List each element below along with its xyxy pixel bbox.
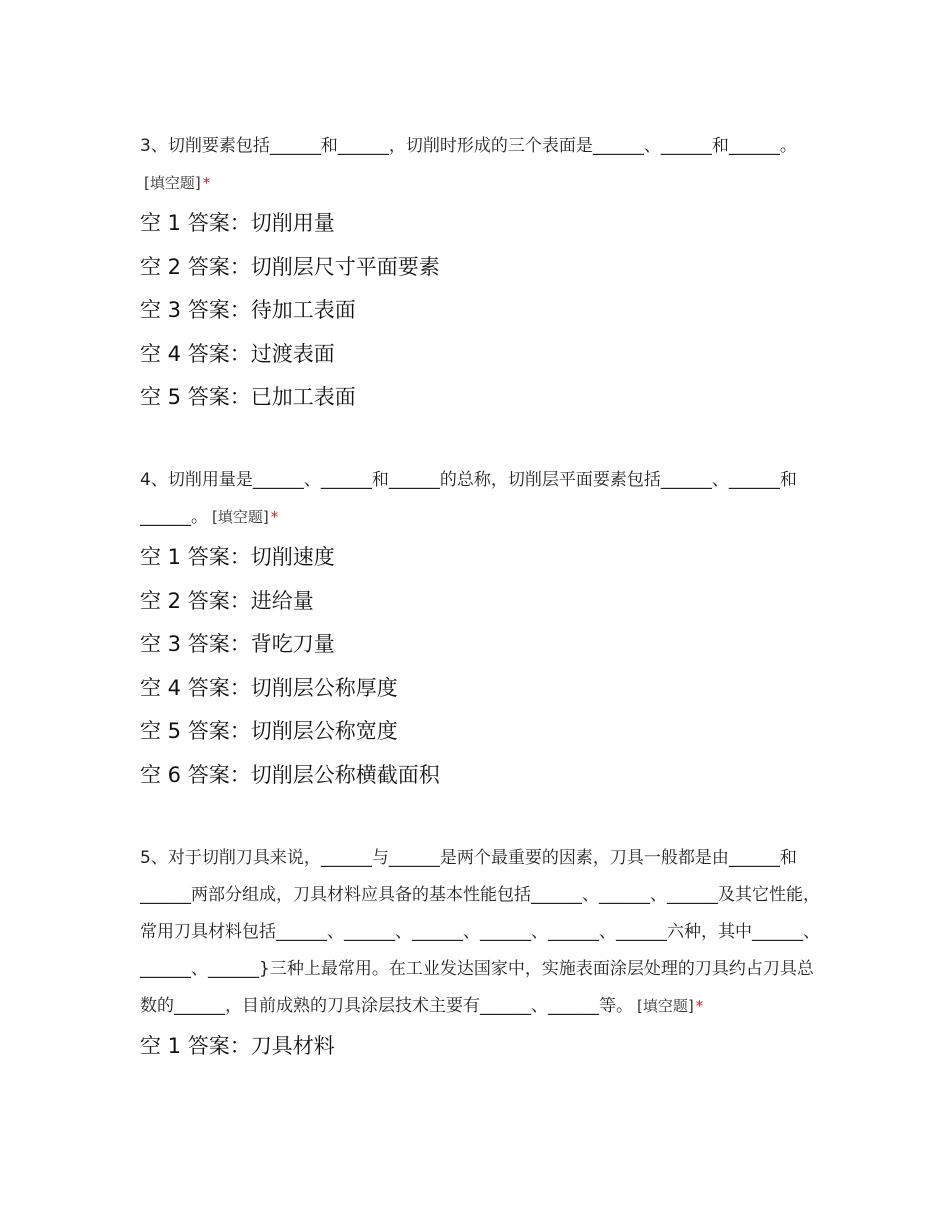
answer-label: 空 3 答案： — [140, 632, 251, 656]
answer-list — [140, 536, 820, 797]
question-4 — [140, 462, 820, 797]
answer-label: 空 1 答案： — [140, 211, 251, 235]
question-prompt: 3、切削要素包括______和______，切削时形成的三个表面是______、______和______。 — [140, 136, 797, 156]
answer-value: 背吃刀量 — [250, 632, 335, 656]
required-mark: * — [270, 508, 279, 526]
answer-label: 空 5 答案： — [140, 719, 251, 743]
answer-item — [140, 667, 820, 711]
answer-list — [140, 202, 820, 420]
question-type-label: [填空题] — [212, 508, 269, 526]
answer-label: 空 5 答案： — [140, 385, 251, 409]
answer-value: 切削层尺寸平面要素 — [250, 254, 440, 279]
answer-label: 空 4 答案： — [140, 341, 251, 366]
answer-item — [140, 246, 820, 290]
answer-value: 切削速度 — [250, 545, 335, 569]
answer-item — [140, 376, 820, 420]
question-text — [140, 462, 820, 536]
answer-item — [140, 1025, 820, 1069]
answer-value: 切削层公称横截面积 — [250, 762, 440, 787]
answer-item — [140, 710, 820, 754]
answer-value: 刀具材料 — [250, 1034, 335, 1058]
answer-list — [140, 1025, 820, 1069]
answer-item — [140, 202, 820, 246]
answer-label: 空 1 答案： — [140, 545, 251, 569]
answer-label: 空 4 答案： — [140, 675, 251, 700]
question-prompt: 4、切削用量是______、______和______的总称，切削层平面要素包括______、______和______。 — [140, 470, 797, 527]
question-3 — [140, 128, 820, 420]
answer-item — [140, 536, 820, 580]
question-type-label: [填空题] — [144, 174, 201, 192]
question-text — [140, 840, 820, 1025]
required-mark: * — [202, 174, 211, 192]
answer-value: 切削层公称宽度 — [250, 719, 398, 743]
answer-label: 空 2 答案： — [140, 588, 251, 613]
answer-value: 已加工表面 — [250, 385, 356, 409]
answer-item — [140, 754, 820, 798]
answer-item — [140, 333, 820, 377]
answer-label: 空 2 答案： — [140, 254, 251, 279]
answer-value: 切削层公称厚度 — [250, 675, 398, 700]
question-5 — [140, 840, 820, 1069]
answer-item — [140, 623, 820, 667]
answer-value: 待加工表面 — [250, 298, 356, 322]
answer-value: 切削用量 — [250, 211, 335, 235]
question-text — [140, 128, 820, 202]
answer-item — [140, 289, 820, 333]
answer-value: 进给量 — [250, 588, 314, 613]
answer-label: 空 1 答案： — [140, 1034, 251, 1058]
answer-label: 空 3 答案： — [140, 298, 251, 322]
required-mark: * — [695, 997, 704, 1015]
answer-label: 空 6 答案： — [140, 762, 251, 787]
answer-item — [140, 580, 820, 624]
question-type-label: [填空题] — [637, 997, 694, 1015]
answer-value: 过渡表面 — [250, 341, 335, 366]
question-prompt: 5、对于切削刀具来说，______与______是两个最重要的因素，刀具一般都是由______和______两部分组成，刀具材料应具备的基本性能包括______、______、______及其它性能，常用刀具材料包括______、______、______、______、______、______六种，其中______、______、______}三种上最常用。在工业发达国家中，实施表面涂层处理的刀具约占刀具总数的______，目前成熟的刀具涂层技术主要有______、______等。 — [140, 848, 820, 1016]
